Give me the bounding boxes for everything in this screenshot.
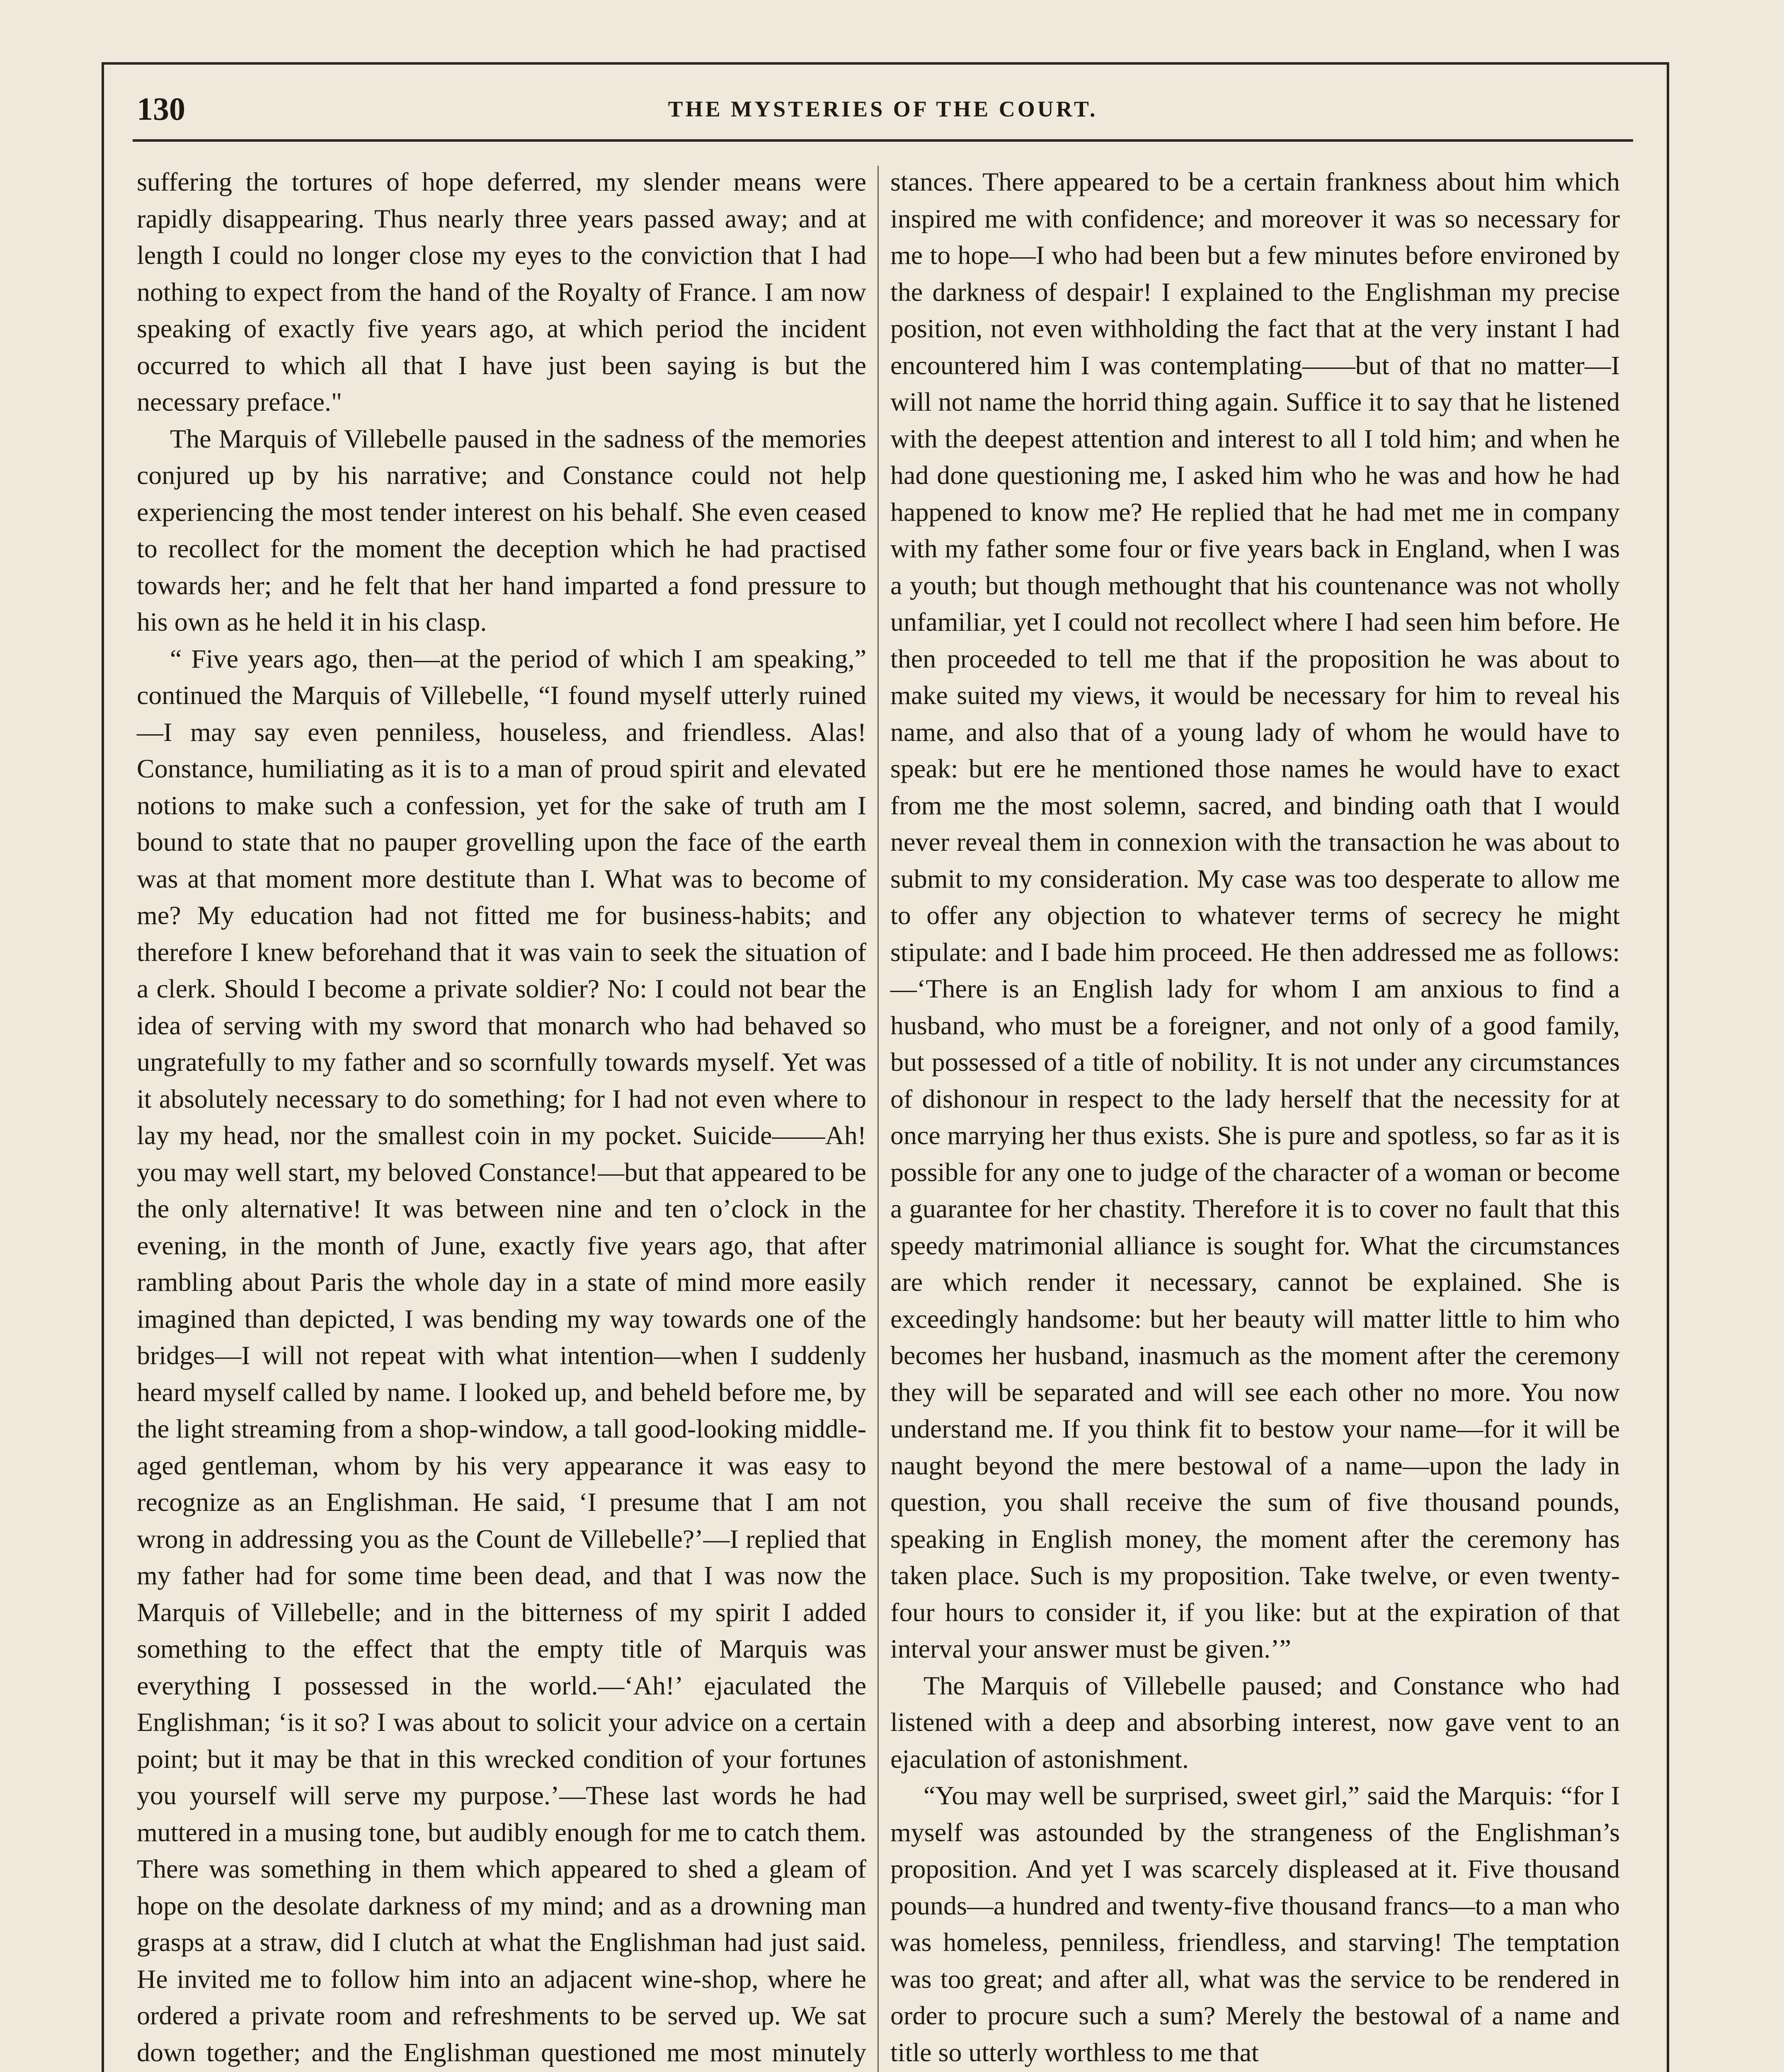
paragraph: The Marquis of Villebelle paused; and Constance who had listened with a deep and absorbing interest, now gave vent to an ejaculation of astonishment. (890, 1670, 1620, 1774)
page-header (137, 90, 1629, 136)
page-number: 130 (137, 91, 185, 127)
paragraph: suffering the tortures of hope deferred, my slender means were rapidly disappearing. Thus nearly three years passed away; and at length I could no longer close my eyes to the conviction that I had nothing to expect from the hand of the Royalty of France. I am now speaking of exactly five years ago, at which period the incident occurred to which all that I have just been saying is but the necessary preface." (137, 167, 866, 416)
right-column (890, 164, 1620, 2071)
paragraph: “ Five years ago, then—at the period of which I am speaking,” continued the Marquis of Villebelle, “I found myself utterly ruined—I may say even penniless, houseless, and friendless. Alas! Constance, humiliating as it is to a man of proud spirit and elevated notions to make such a confession, yet for the sake of truth am I bound to state that no pauper grovelling upon the face of the earth was at that moment more destitute than I. What was to become of me? My education had not fitted me for business-habits; and therefore I knew beforehand that it was vain to seek the situation of a clerk. Should I become a private soldier? No: I could not bear the idea of serving with my sword that monarch who had behaved so ungratefully to my father and so scornfully towards myself. Yet was it absolutely necessary to do something; for I had not even where to lay my head, nor the smallest coin in my pocket. Suicide——Ah! you may well start, my beloved Constance!—but that appeared to be the only alternative! It was between nine and ten o’clock in the evening, in the month of June, exactly five years ago, that after rambling about Paris the whole day in a state of mind more easily imagined than depicted, I was bending my way towards one of the bridges—I will not repeat with what intention—when I suddenly heard myself called by name. I looked up, and beheld before me, by the light streaming from a shop-window, a tall good-looking middle-aged gentleman, whom by his very appearance it was easy to recognize as an Englishman. He said, ‘I presume that I am not wrong in addressing you as the Count de Villebelle?’—I replied that my father had for some time been dead, and that I was now the Marquis of Villebelle; and in the bitterness of my spirit I added something to the effect that the empty title of Marquis was everything I possessed in the world.—‘Ah!’ ejaculated the Englishman; ‘is it so? I was about to solicit your advice on a certain point; but it may be that in this wrecked condition of your fortunes you yourself will serve my purpose.’—These last words he had muttered in a musing tone, but audibly enough for me to catch them. There was something in them which appeared to shed a gleam of hope on the desolate darkness of my mind; and as a drowning man grasps at a straw, did I clutch at what the Englishman had just said. He invited me to follow him into an adjacent wine-shop, where he ordered a private room and refreshments to be served up. We sat down together; and the Englishman questioned me most minutely (137, 644, 866, 2067)
paragraph: stances. There appeared to be a certain frankness about him which inspired me with confidence; and moreover it was so necessary for me to hope—I who had been but a few minutes before environed by the darkness of despair! I explained to the Englishman my precise position, not even withholding the fact that at the very instant I had encountered him I was contemplating——but of that no matter—I will not name the horrid thing again. Suffice it to say that he listened with the deepest attention and interest to all I told him; and when he had done questioning me, I asked him who he was and how he had happened to know me? He replied that he had met me in company with my father some four or five years back in England, when I was a youth; but though methought that his countenance was not wholly unfamiliar, yet I could not recollect where I had seen him before. He then proceeded to tell me that if the proposition he was about to make suited my views, it would be necessary for him to reveal his name, and also that of a young lady of whom he would have to speak: but ere he mentioned those names he would have to exact from me the most solemn, sacred, and binding oath that I would never reveal them in connexion with the transaction he was about to submit to my consideration. My case was too desperate to allow me to offer any objection to whatever terms of secrecy he might stipulate: and I bade him proceed. He then addressed me as follows:—‘There is an English lady for whom I am anxious to find a husband, who must be a foreigner, and not only of a good family, but possessed of a title of nobility. It is not under any circumstances of dishonour in respect to the lady herself that the necessity for at once marrying her thus exists. She is pure and spotless, so far as it is possible for any one to judge of the character of a woman or become a guarantee for her chastity. Therefore it is to cover no fault that this speedy matrimonial alliance is sought for. What the circumstances are which render it necessary, cannot be explained. She is exceedingly handsome: but her beauty will matter little to him who becomes her husband, inasmuch as the moment after the ceremony they will be separated and will see each other no more. You now understand me. If you think fit to bestow your name—for it will be naught beyond the mere bestowal of a name—upon the lady in question, you shall receive the sum of five thousand pounds, speaking in English money, the moment after the ceremony has taken place. Such is my proposition. Take twelve, or even twenty-four hours to consider it, if you like: but at the expiration of that interval your answer must be given.’” (890, 167, 1620, 1663)
column-divider (877, 166, 879, 2072)
running-title: THE MYSTERIES OF THE COURT. (668, 97, 1098, 121)
paragraph: “You may well be surprised, sweet girl,” said the Marquis: “for I myself was astounded by the strangeness of the Englishman’s proposition. And yet I was scarcely displeased at it. Five thousand pounds—a hundred and twenty-five thousand francs—to a man who was homeless, penniless, friendless, and starving! The temptation was too great; and after all, what was the service to be rendered in order to procure such a sum? Merely the bestowal of a name and title so utterly worthless to me that (890, 1781, 1620, 2067)
paragraph: The Marquis of Villebelle paused in the sadness of the memories conjured up by his narrative; and Constance could not help experiencing the most tender interest on his behalf. She even ceased to recollect for the moment the deception which he had practised towards her; and he felt that her hand imparted a fond pressure to his own as he held it in his clasp. (137, 424, 866, 637)
header-rule (133, 139, 1633, 142)
left-column (137, 164, 866, 2072)
